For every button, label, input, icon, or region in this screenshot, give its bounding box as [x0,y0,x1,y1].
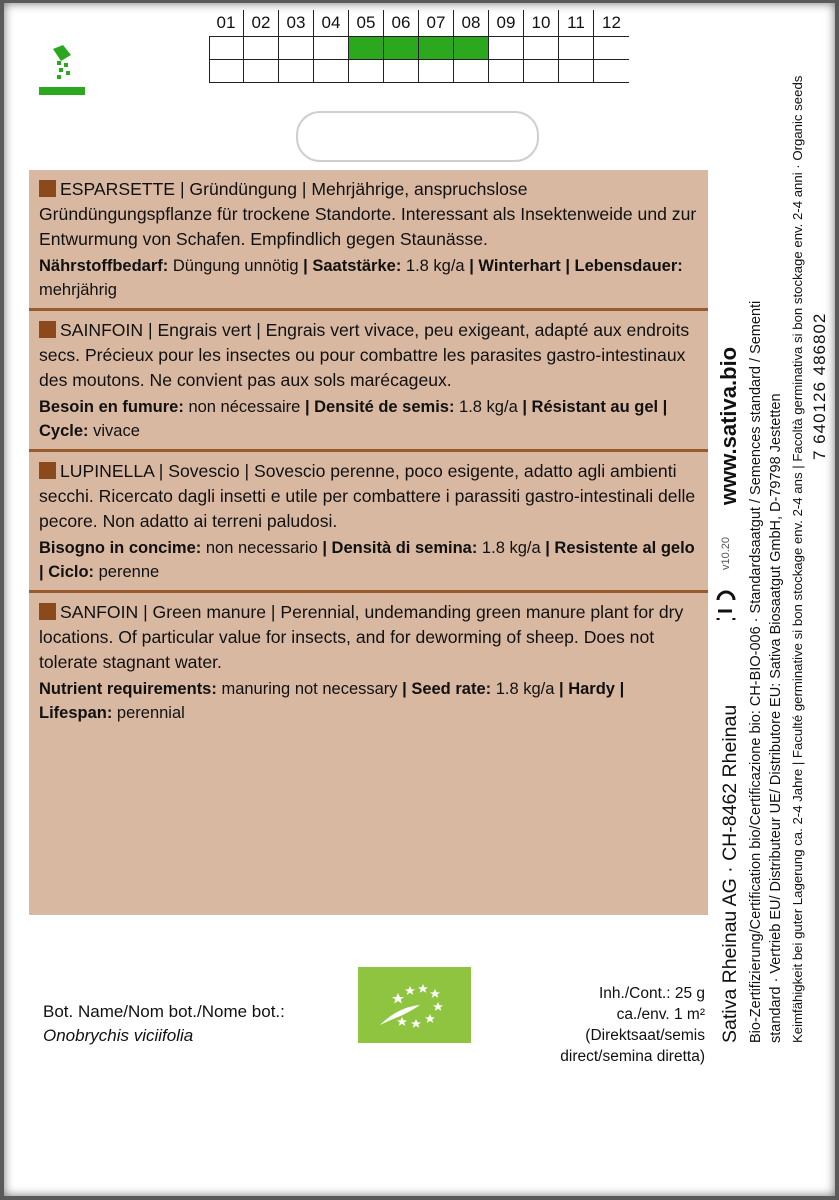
calendar-cell [454,60,489,82]
sowing-icon [37,43,87,95]
calendar-month-label: 10 [524,10,559,36]
calendar-cell [349,60,384,82]
spec-label: | Resistente al gelo | Ciclo: [39,539,695,581]
spec-value: 1.8 kg/a [477,539,546,557]
eu-leaf-stars-icon [358,967,471,1043]
spec-label: | Seed rate: [402,680,492,698]
spec-value: Düngung unnötig [168,257,304,275]
calendar-cell [559,60,594,82]
calendar-month-label: 09 [489,10,524,36]
calendar-cell [209,60,244,82]
calendar-cell-sowing [419,37,454,59]
spec-value: perenne [94,563,160,581]
section-marker [39,462,56,479]
sowing-calendar [209,10,629,94]
section-title: SAINFOIN [60,320,144,340]
eu-organic-logo [358,967,471,1043]
section-title: LUPINELLA [60,461,154,481]
section-specs [39,677,698,725]
section-title: ESPARSETTE [60,179,176,199]
calendar-cell [524,60,559,82]
calendar-cell [244,60,279,82]
certification-line-1: Bio-Zertifizierung/Certification bio/Certificazione bio: CH-BIO-006 · Standardsaatgut / Semences standard / Sementi [748,300,764,1043]
calendar-cell [524,37,559,59]
calendar-month-label: 07 [419,10,454,36]
barcode-number: 7 640126 486802 [810,312,829,460]
hang-hole [296,111,539,162]
section-specs [39,254,698,302]
calendar-month-label: 12 [602,13,621,32]
section-text: | Green manure | Perennial, undemanding green manure plant for dry locations. Of particular value for insects, and for deworming of sheep. Does not tolerate stagnant water. [39,602,684,672]
version-label: v10.20 [720,536,732,570]
calendar-month-label: 01 [209,10,244,36]
spec-label: | Saatstärke: [303,257,402,275]
calendar-month-label: 03 [279,10,314,36]
calendar-cell [559,37,594,59]
calendar-month-label: 06 [384,10,419,36]
package-contents [500,983,705,1067]
calendar-cell [209,37,244,59]
section-specs [39,395,698,443]
spec-value: non nécessaire [183,398,305,416]
section-french [29,311,708,452]
spec-value: mehrjährig [39,281,117,299]
contents-weight: Inh./Cont.: 25 g [599,985,705,1002]
spec-value: manuring not necessary [216,680,403,698]
description-panel [29,170,708,915]
website-link[interactable]: www.sativa.bio [716,346,741,505]
spec-label: | Densité de semis: [304,398,455,416]
spec-label: | Winterhart | Lebensdauer: [469,257,683,275]
calendar-month-label: 02 [244,10,279,36]
germination-info: Keimfähigkeit bei guter Lagerung ca. 2-4 Jahre | Faculté germinative si bon stockage env. 2-4 ans | Facoltà germinativa si bon stockage env. 2-4 anni · Organic seeds [790,75,805,1043]
botanical-label: Bot. Name/Nom bot./Nome bot.: [43,1002,285,1021]
calendar-cell [279,37,314,59]
section-title: SANFOIN [60,602,139,622]
spec-label: Besoin en fumure: [39,398,184,416]
calendar-cell [244,37,279,59]
contents-area: ca./env. 1 m² (Direktsaat/semis [585,1006,705,1044]
calendar-cell [419,60,454,82]
calendar-cell [314,60,349,82]
calendar-row-sowing [209,37,629,60]
section-marker [39,180,56,197]
certification-line-2: standard · Vertrieb EU/ Distributeur UE/ Distributore EU: Sativa Biosaatgut GmbH, D-79798 Jestetten [768,393,784,1043]
section-italian [29,452,708,593]
calendar-month-label: 04 [314,10,349,36]
calendar-cell [489,60,524,82]
calendar-month-label: 08 [454,10,489,36]
section-text: | Gründüngung | Mehrjährige, anspruchslose Gründüngungspflanze für trockene Standorte. Interessant als Insektenweide und zur Entwurmung von Schafen. Empfindlich gegen Staunässe. [39,179,697,249]
spec-label: Nutrient requirements: [39,680,217,698]
section-specs [39,536,698,584]
calendar-row-empty [209,60,629,83]
calendar-cell [594,60,629,82]
spec-value: 1.8 kg/a [454,398,523,416]
calendar-cell [314,37,349,59]
section-marker [39,603,56,620]
spec-label: Bisogno in concime: [39,539,202,557]
calendar-cell [489,37,524,59]
spec-value: 1.8 kg/a [491,680,560,698]
section-text: | Sovescio | Sovescio perenne, poco esigente, adatto agli ambienti secchi. Ricercato dagli insetti e utile per combattere i parassiti gastro-intestinali delle pecore. Non adatto ai terreni paludosi. [39,461,696,531]
botanical-name [43,1000,285,1048]
botanical-species: Onobrychis viciifolia [43,1026,194,1045]
spec-label: Nährstoffbedarf: [39,257,169,275]
calendar-cell-sowing [454,37,489,59]
spec-value: vivace [88,422,140,440]
spec-value: 1.8 kg/a [401,257,470,275]
calendar-month-label: 11 [559,10,594,36]
calendar-cell-sowing [349,37,384,59]
section-german [29,170,708,311]
calendar-cell-sowing [384,37,419,59]
calendar-cell [594,37,629,59]
section-english [29,593,708,731]
spec-label: | Hardy | Lifespan: [39,680,625,722]
spec-label: | Densità di semina: [322,539,478,557]
section-text: | Engrais vert | Engrais vert vivace, peu exigeant, adapté aux endroits secs. Précieux pour les insectes ou pour combattre les parasites gastro-intestinaux des moutons. Ne convient pas aux sols marécageux. [39,320,690,390]
calendar-cell [279,60,314,82]
contents-area-cont: direct/semina diretta) [560,1048,705,1065]
spec-value: non necessario [201,539,323,557]
spec-value: perennial [112,704,185,722]
calendar-header [209,10,629,37]
section-marker [39,321,56,338]
calendar-cell [384,60,419,82]
ce-mark-icon [716,580,736,620]
company-address: Sativa Rheinau AG · CH-8462 Rheinau [719,704,741,1043]
spec-label: | Résistant au gel | Cycle: [39,398,668,440]
calendar-month-label: 05 [349,10,384,36]
